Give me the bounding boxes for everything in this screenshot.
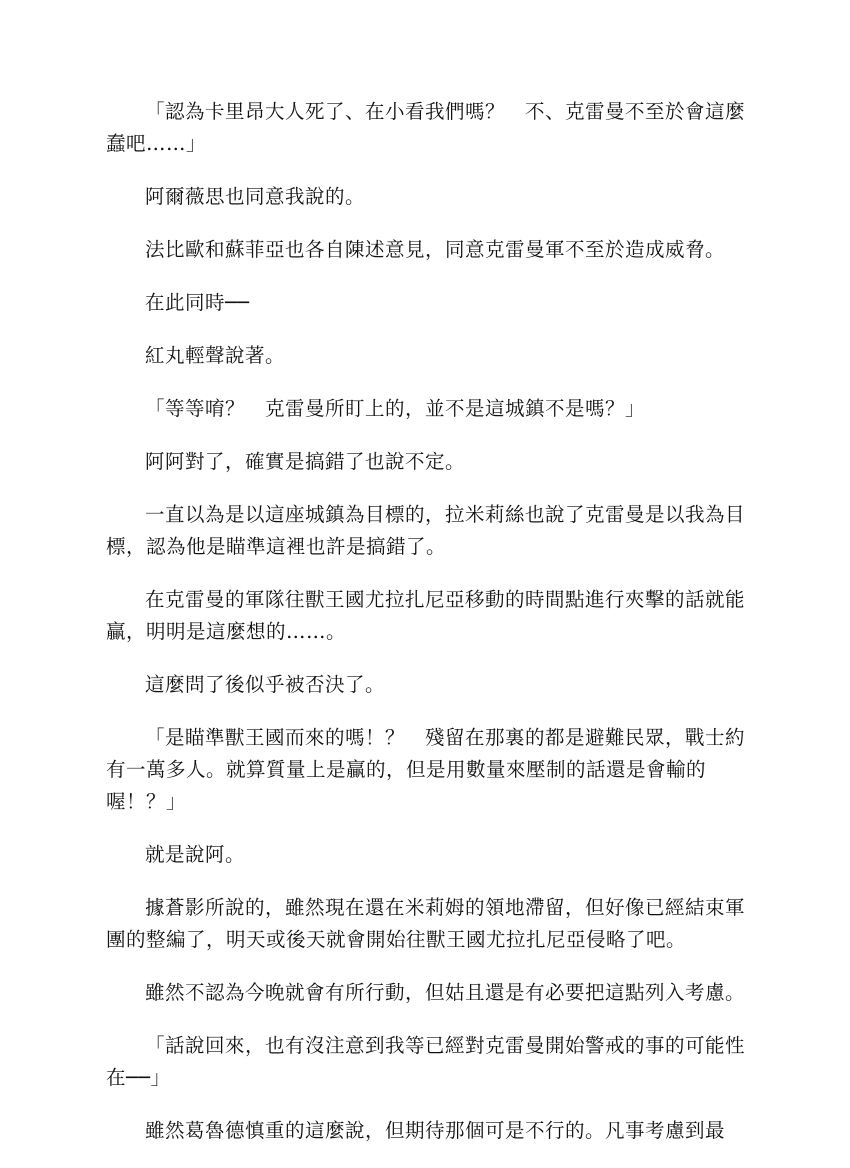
paragraph: 「等等唷？ 克雷曼所盯上的，並不是這城鎮不是嗎？」 bbox=[145, 397, 646, 420]
paragraph: 就是說阿。 bbox=[145, 843, 246, 866]
paragraph: 在此同時── bbox=[145, 291, 250, 314]
paragraph: 「是瞄準獸王國而來的嗎！？ 殘留在那裏的都是避難民眾，戰士約有一萬多人。就算質量上是贏的，但是用數量來壓制的話還是會輸的喔！？」 bbox=[106, 726, 746, 813]
paragraph: 阿阿對了，確實是搞錯了也說不定。 bbox=[145, 450, 466, 473]
paragraph: 一直以為是以這座城鎮為目標的，拉米莉絲也說了克雷曼是以我為目標，認為他是瞄準這裡也許是搞錯了。 bbox=[106, 503, 746, 558]
paragraph: 「話說回來，也有沒注意到我等已經對克雷曼開始警戒的事的可能性在──」 bbox=[106, 1034, 746, 1089]
document-body bbox=[106, 96, 746, 1168]
paragraph: 據蒼影所說的，雖然現在還在米莉姆的領地滯留，但好像已經結束軍團的整編了，明天或後天就會開始往獸王國尤拉扎尼亞侵略了吧。 bbox=[106, 896, 746, 951]
paragraph: 雖然葛魯德慎重的這麼說，但期待那個可是不行的。凡事考慮到最 bbox=[145, 1119, 726, 1142]
paragraph: 「認為卡里昂大人死了、在小看我們嗎？ 不、克雷曼不至於會這麼蠢吧……」 bbox=[106, 100, 746, 155]
paragraph: 法比歐和蘇菲亞也各自陳述意見，同意克雷曼軍不至於造成威脅。 bbox=[145, 238, 726, 261]
paragraph: 阿爾薇思也同意我說的。 bbox=[145, 185, 366, 208]
paragraph: 在克雷曼的軍隊往獸王國尤拉扎尼亞移動的時間點進行夾擊的話就能贏，明明是這麼想的……。 bbox=[106, 588, 746, 643]
paragraph: 這麼問了後似乎被否決了。 bbox=[145, 673, 386, 696]
paragraph: 紅丸輕聲說著。 bbox=[145, 344, 286, 367]
paragraph: 雖然不認為今晚就會有所行動，但姑且還是有必要把這點列入考慮。 bbox=[145, 981, 746, 1004]
